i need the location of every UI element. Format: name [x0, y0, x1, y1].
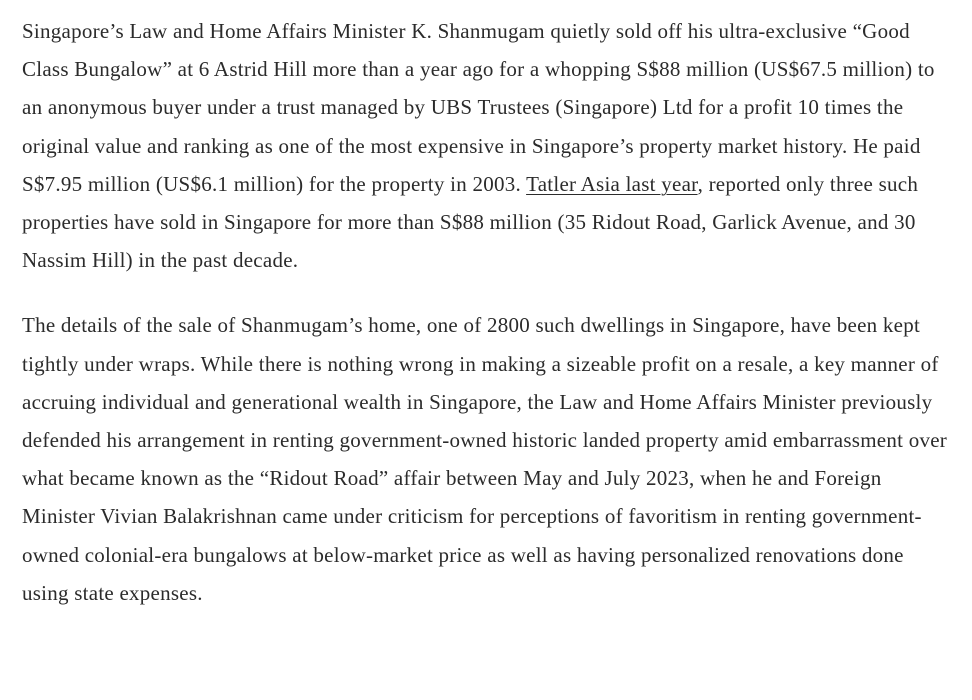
paragraph-2	[22, 306, 950, 612]
paragraph-1-text-before-link: Singapore’s Law and Home Affairs Minister K. Shanmugam quietly sold off his ultra-exclusive “Good Class Bungalow” at 6 Astrid Hill more than a year ago for a whopping S$88 million (US$67.5 million) to an anonymous buyer under a trust managed by UBS Trustees (Singapore) Ltd for a profit 10 times the original value and ranking as one of the most expensive in Singapore’s property market history. He paid S$7.95 million (US$6.1 million) for the property in 2003.	[22, 19, 935, 196]
tatler-asia-link[interactable]: Tatler Asia last year	[526, 171, 698, 196]
paragraph-1-text-after-link: , reported only three such properties have sold in Singapore for more than S$88 million (35 Ridout Road, Garlick Avenue, and 30 Nassim Hill) in the past decade.	[22, 171, 919, 273]
paragraph-2-text: The details of the sale of Shanmugam’s home, one of 2800 such dwellings in Singapore, have been kept tightly under wraps. While there is nothing wrong in making a sizeable profit on a resale, a key manner of accruing individual and generational wealth in Singapore, the Law and Home Affairs Minister previously defended his arrangement in renting government-owned historic landed property amid embarrassment over what became known as the “Ridout Road” affair between May and July 2023, when he and Foreign Minister Vivian Balakrishnan came under criticism for perceptions of favoritism in renting government-owned colonial-era bungalows at below-market price as well as having personalized renovations done using state expenses.	[22, 313, 948, 605]
paragraph-1	[22, 12, 950, 279]
